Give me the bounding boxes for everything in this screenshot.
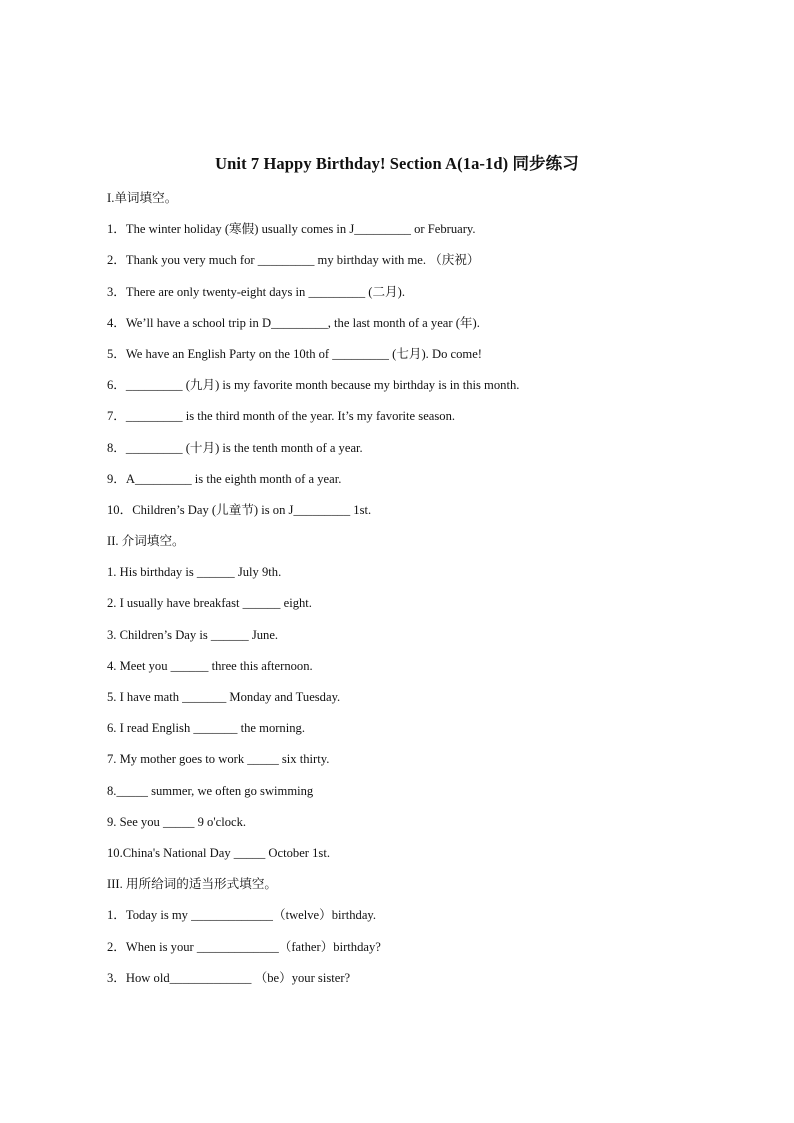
section-2-item: 10.China's National Day _____ October 1st. (107, 845, 330, 860)
worksheet-body (107, 187, 747, 998)
section-1-item: 9．A_________ is the eighth month of a year. (107, 471, 342, 486)
worksheet-title: Unit 7 Happy Birthday! Section A(1a-1d) 同步练习 (215, 154, 579, 173)
section-1-item: 10．Children’s Day (儿童节) is on J_________ 1st. (107, 502, 372, 517)
section-2-item: 5. I have math _______ Monday and Tuesday. (107, 690, 341, 704)
section-1-item: 7．_________ is the third month of the year. It’s my favorite season. (107, 409, 456, 424)
section-2-item: 3. Children’s Day is ______ June. (107, 627, 279, 642)
section-1-item: 6．_________ (九月) is my favorite month because my birthday is in this month. (107, 378, 520, 393)
section-2-item: 6. I read English _______ the morning. (107, 721, 305, 736)
section-2-item: 8._____ summer, we often go swimming (107, 783, 314, 798)
section-1-item: 1．The winter holiday (寒假) usually comes in J_________ or February. (107, 222, 476, 237)
section-2-item: 4. Meet you ______ three this afternoon. (107, 658, 313, 673)
section-3-item: 3．How old_____________ （be）your sister? (107, 970, 351, 985)
section-3-item: 1．Today is my _____________（twelve）birthday. (107, 908, 377, 923)
section-1-item: 8．_________ (十月) is the tenth month of a year. (107, 440, 363, 455)
section-1-item: 3．There are only twenty-eight days in _________ (二月). (107, 284, 405, 299)
section-2-item: 2. I usually have breakfast ______ eight. (107, 596, 312, 611)
section-1-heading: I.单词填空。 (107, 191, 178, 205)
section-2-heading: II. 介词填空。 (107, 534, 185, 549)
section-3-heading: III. 用所给词的适当形式填空。 (107, 877, 278, 892)
section-1-item: 4．We’ll have a school trip in D_________, the last month of a year (年). (107, 315, 480, 330)
section-2-item: 7. My mother goes to work _____ six thirty. (107, 752, 330, 767)
section-1-item: 2．Thank you very much for _________ my birthday with me. （庆祝） (107, 253, 480, 268)
section-3-item: 2．When is your _____________（father）birthday? (107, 939, 381, 954)
section-2-item: 1. His birthday is ______ July 9th. (107, 565, 282, 580)
section-2-item: 9. See you _____ 9 o'clock. (107, 814, 247, 829)
section-1-item: 5．We have an English Party on the 10th of _________ (七月). Do come! (107, 346, 482, 361)
